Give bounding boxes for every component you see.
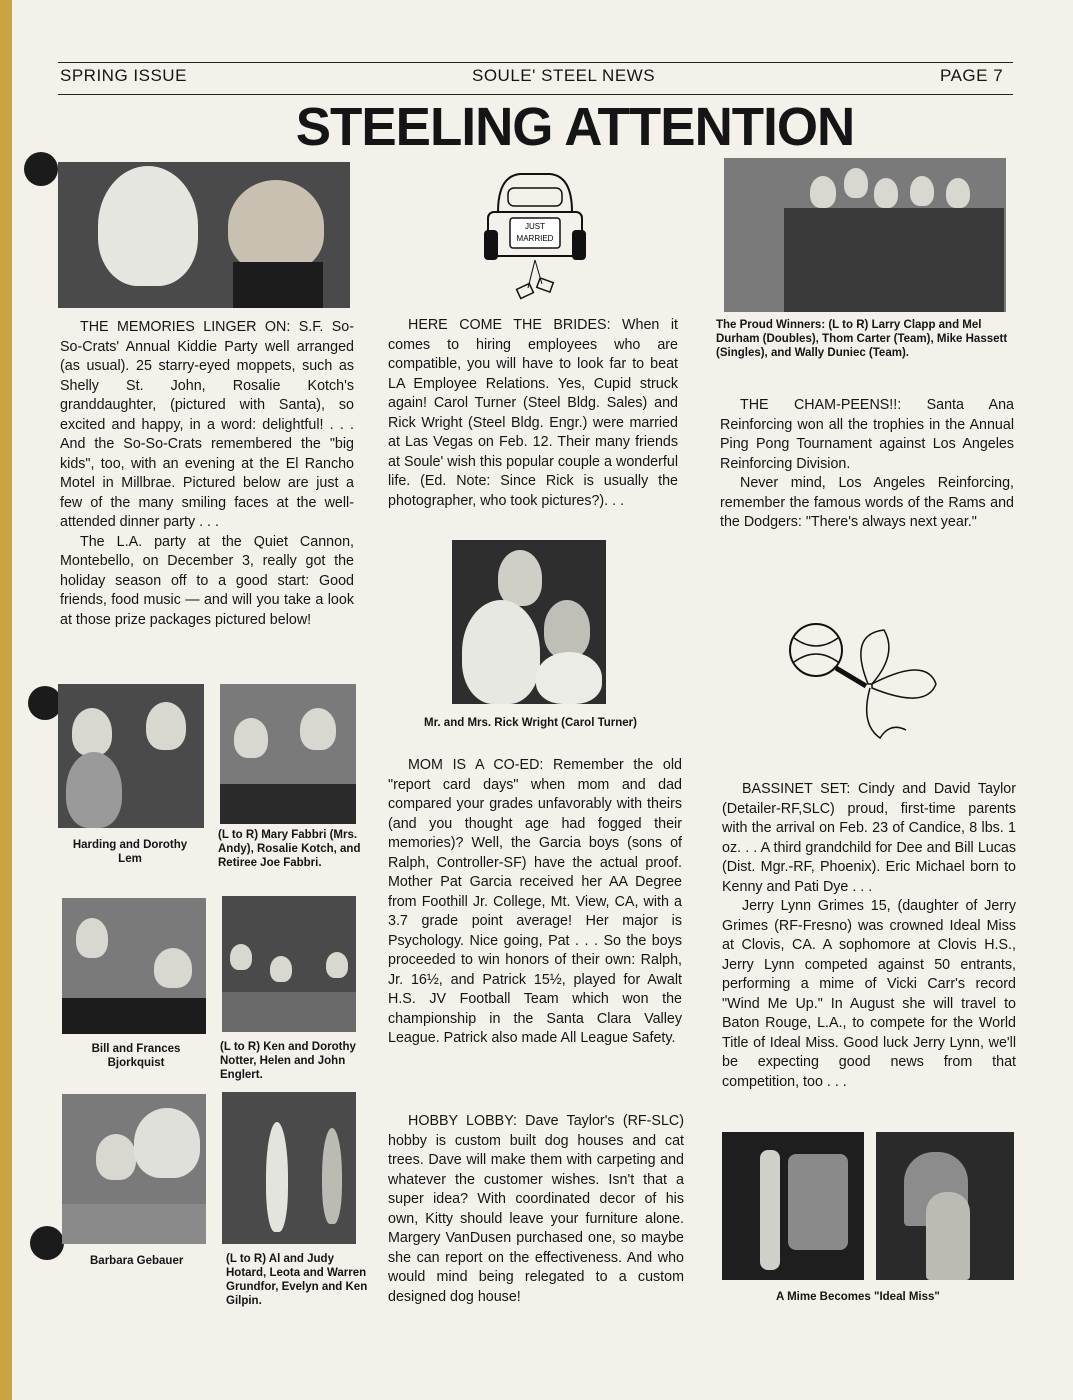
santa-photo xyxy=(58,162,350,308)
car-sign-line-2: MARRIED xyxy=(516,234,554,243)
photo-caption: Bill and Frances Bjorkquist xyxy=(91,1043,181,1069)
rattle-bow-drawing xyxy=(786,614,942,744)
hobby-paragraph: HOBBY LOBBY: Dave Taylor's (RF-SLC) hobby is custom built dog houses and cat trees. Dave will make them with carpeting and whatever the customer wishes. Isn't that a super idea? With coordinated decor of his own, Kitty should leave your furniture alone. Margery VanDusen purchased one, so maybe she can report on the effectiveness. And who would mind being relegated to a custom designed dog house! xyxy=(388,1113,684,1305)
mime-performance-photo-2 xyxy=(876,1132,1014,1280)
never-mind-paragraph: Never mind, Los Angeles Reinforcing, remember the famous words of the Rams and the Dodgers: "There's always next year." xyxy=(720,475,1014,530)
photo-caption: (L to R) Ken and Dorothy Notter, Helen and John Englert. xyxy=(220,1041,356,1081)
bassinet-paragraph: BASSINET SET: Cindy and David Taylor (Detailer-RF,SLC) proud, first-time parents with the arrival on Feb. 23 of Candice, 8 lbs. 1 oz. . . A third grandchild for Dee and Bill Lucas (Dist. Mgr.-RF, Phoenix). Eric Michael born to Kenny and Pati Dye . . . xyxy=(722,781,1016,895)
photo-caption: (L to R) Al and Judy Hotard, Leota and Warren Grundfor, Evelyn and Ken Gilpin. xyxy=(226,1253,368,1307)
hobby-article xyxy=(388,1112,684,1307)
hotard-photo xyxy=(222,1092,356,1244)
header-top-rule xyxy=(58,62,1013,63)
binder-hole xyxy=(30,1226,64,1260)
header-bottom-rule xyxy=(58,94,1013,95)
page-title: STEELING ATTENTION xyxy=(295,97,855,157)
memories-article xyxy=(60,318,354,630)
memories-paragraph: THE MEMORIES LINGER ON: S.F. So-So-Crats' Annual Kiddie Party well arranged (as usual). 25 starry-eyed moppets, such as Shelly St. John, Rosalie Kotch's granddaughter, (pictured with Santa), so excited and happy, in a word: delightful! . . . And the So-So-Crats remembered the "big kids", too, with an evening at the El Rancho Motel in Millbrae. Pictured below are just a few of the many smiling faces at the well-attended dinner party . . . xyxy=(60,319,354,530)
ideal-miss-paragraph: Jerry Lynn Grimes 15, (daughter of Jerry Grimes (RF-Fresno) was crowned Ideal Miss at Clovis, CA. A sophomore at Clovis H.S., Jerry Lynn competed against 50 entrants, performing a mime of Vicki Carr's record "Wind Me Up." In August she will travel to Baton Rouge, L.A., to compete for the World Title of Ideal Miss. Good luck Jerry Lynn, we'll be expecting good news from that competition, too . . . xyxy=(722,898,1016,1090)
la-party-paragraph: The L.A. party at the Quiet Cannon, Montebello, on December 3, really got the holiday season off to a good start: Good friends, food music — and will you take a look at those prize packages pictured below! xyxy=(60,533,354,628)
wright-caption: Mr. and Mrs. Rick Wright (Carol Turner) xyxy=(424,717,637,729)
newsletter-name: SOULE' STEEL NEWS xyxy=(472,66,656,85)
page-binding-edge xyxy=(0,0,12,1400)
page-number: PAGE 7 xyxy=(940,66,1004,85)
issue-label: SPRING ISSUE xyxy=(60,66,187,85)
ping-pong-winners-photo xyxy=(724,158,1006,312)
photo-caption: Barbara Gebauer xyxy=(90,1255,184,1267)
winners-caption: The Proud Winners: (L to R) Larry Clapp and Mel Durham (Doubles), Thom Carter (Team), Mike Hassett (Singles), and Wally Duniec (Team). xyxy=(716,319,1008,359)
photo-caption: (L to R) Mary Fabbri (Mrs. Andy), Rosalie Kotch, and Retiree Joe Fabbri. xyxy=(218,829,361,869)
wright-wedding-photo xyxy=(452,540,606,704)
brides-article xyxy=(388,316,678,511)
brides-paragraph: HERE COME THE BRIDES: When it comes to hiring employees who are compatible, you will have to look far to beat LA Employee Relations. Yes, Cupid struck again! Carol Turner (Steel Bldg. Sales) and Rick Wright (Steel Bldg. Engr.) were married at Las Vegas on Feb. 12. Their many friends at Soule' wish this popular couple a wonderful life. (Ed. Note: Since Rick is usually the photographer, who took pictures?). . . xyxy=(388,317,678,509)
mime-performance-photo-1 xyxy=(722,1132,864,1280)
gebauer-photo xyxy=(62,1094,206,1244)
just-married-car-drawing xyxy=(480,168,590,310)
photo-caption: Harding and Dorothy Lem xyxy=(72,839,188,865)
champeens-article xyxy=(720,396,1014,533)
bjorkquist-photo xyxy=(62,898,206,1034)
notter-photo xyxy=(222,896,356,1032)
binder-hole xyxy=(28,686,62,720)
car-sign-line-1: JUST xyxy=(525,222,545,231)
mime-caption: A Mime Becomes "Ideal Miss" xyxy=(776,1291,940,1303)
fabbri-photo xyxy=(220,684,356,824)
coed-paragraph: MOM IS A CO-ED: Remember the old "report card days" when mom and dad compared your grades unfavorably with theirs (and you thought age had fogged their memories)? Well, the Garcia boys (sons of Ralph, Controller-SF) have the actual proof. Mother Pat Garcia received her AA Degree from Foothill Jr. College, Mt. View, CA, with a 3.7 grade point average! Her major is Psychology. Nice going, Pat . . . So the boys proceeded to win honors of their own: Ralph, Jr. 16½, and Patrick 15½, played for Awalt H.S. JV Football Team which won the championship in the Santa Clara Valley League. Patrick also made All League Safety. xyxy=(388,757,682,1046)
coed-article xyxy=(388,756,682,1049)
champeens-paragraph: THE CHAM-PEENS!!: Santa Ana Reinforcing won all the trophies in the Annual Ping Pong Tournament against Los Angeles Reinforcing Division. xyxy=(720,397,1014,472)
lem-photo xyxy=(58,684,204,828)
bassinet-article xyxy=(722,780,1016,1092)
